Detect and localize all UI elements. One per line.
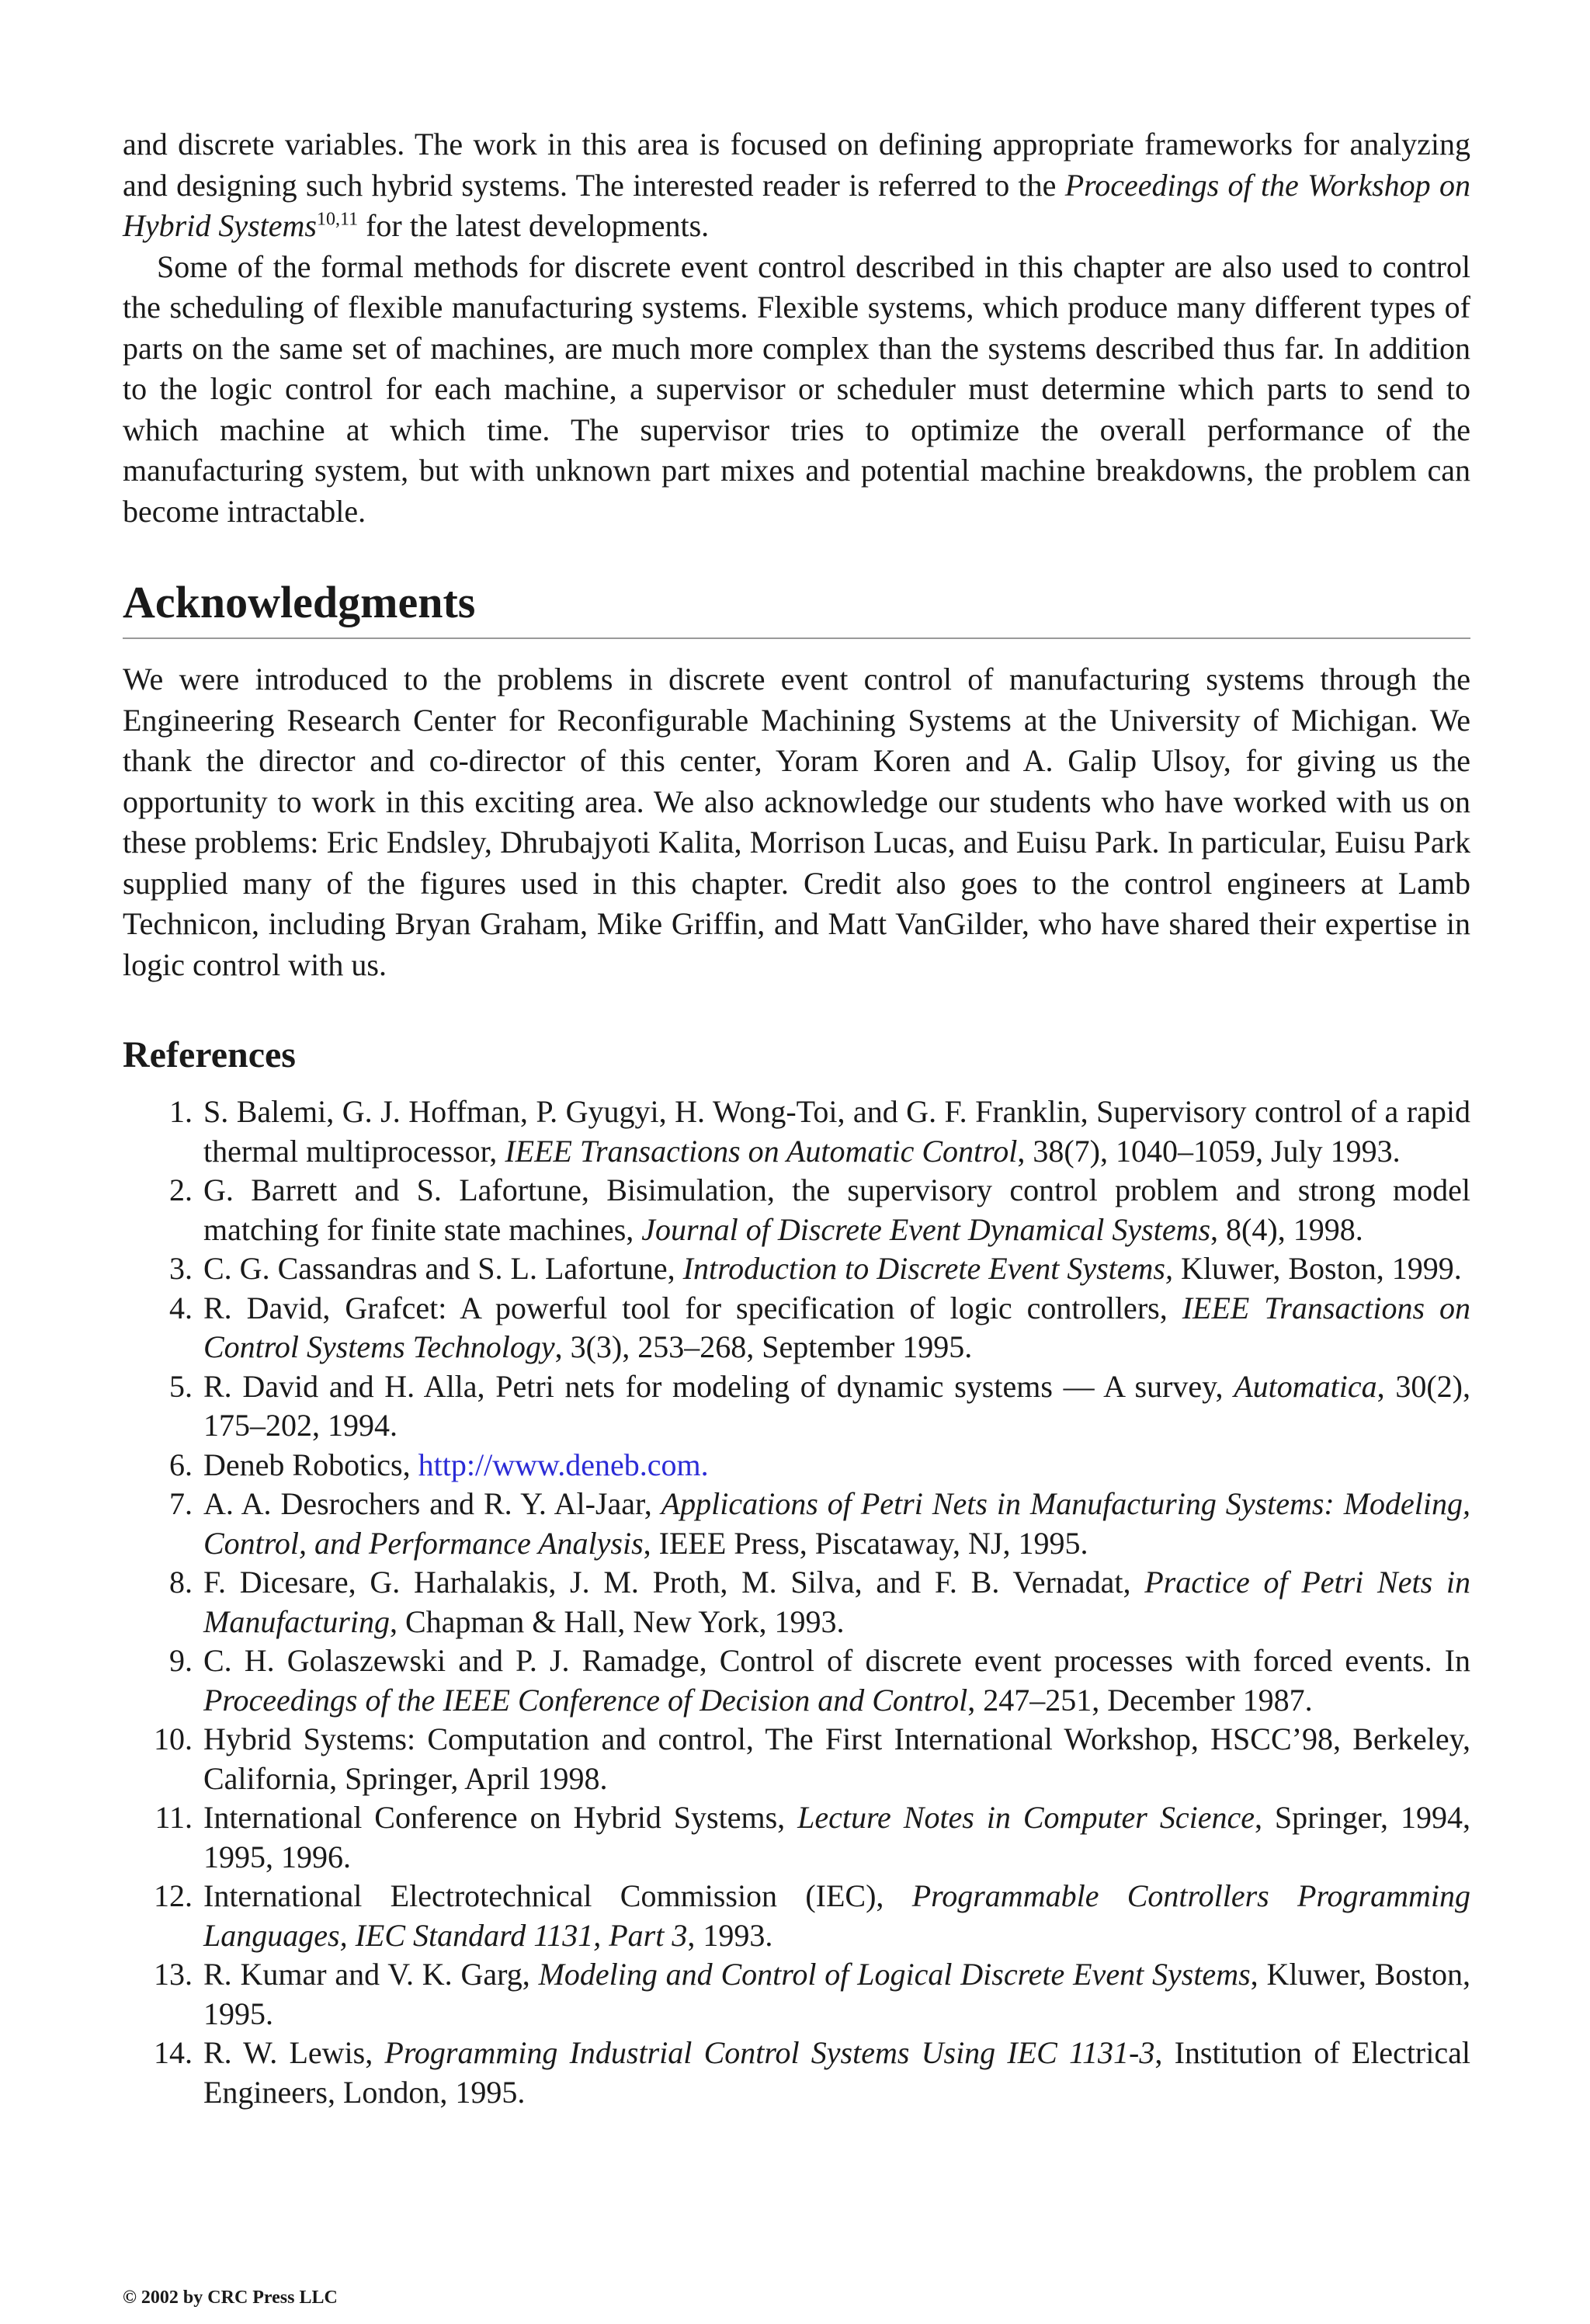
acknowledgments-heading: Acknowledgments xyxy=(123,575,1470,639)
reference-number: 11. xyxy=(154,1800,193,1835)
intro-p1-italic: Proceedings of the Workshop on Hybrid Systems xyxy=(123,167,1470,243)
reference-text: A. A. Desrochers and R. Y. Al-Jaar, xyxy=(203,1486,661,1521)
intro-paragraph-2: Some of the formal methods for discrete event control described in this chapter are also used to control the scheduling of flexible manufacturing systems. Flexible systems, which produce many different types of parts on the same set of machines, are much more complex than the systems described thus far. In addition to the logic control for each machine, a supervisor or scheduler must determine which parts to send to which machine at which time. The supervisor tries to optimize the overall performance of the manufacturing system, but with unknown part mixes and potential machine breakdowns, the problem can become intractable. xyxy=(123,248,1470,529)
reference-text-tail: , Springer, 1994, 1995, 1996. xyxy=(203,1800,1470,1874)
intro-p1-text-b: for the latest developments. xyxy=(358,208,710,243)
reference-number: 9. xyxy=(169,1643,193,1678)
copyright-footer: © 2002 by CRC Press LLC xyxy=(123,2288,338,2308)
reference-text: F. Dicesare, G. Harhalakis, J. M. Proth, M. Silva, and F. B. Vernadat, xyxy=(203,1565,1145,1600)
reference-text-tail: , 247–251, December 1987. xyxy=(967,1682,1313,1718)
reference-title-italic: IEEE Transactions on Automatic Control xyxy=(505,1133,1018,1169)
reference-item xyxy=(123,2034,1470,2112)
reference-text: S. Balemi, G. J. Hoffman, P. Gyugyi, H. Wong-Toi, and G. F. Franklin, Supervisory control of a rapid thermal multiprocessor, xyxy=(203,1094,1470,1169)
reference-text: G. Barrett and S. Lafortune, Bisimulation, the supervisory control problem and strong model matching for finite state machines, xyxy=(203,1172,1470,1247)
reference-url-link[interactable]: http://www.deneb.com. xyxy=(418,1447,709,1482)
reference-text-tail: , 3(3), 253–268, September 1995. xyxy=(554,1329,973,1364)
reference-title-italic: Programming Industrial Control Systems Using IEC 1131-3 xyxy=(384,2035,1155,2070)
reference-text: International Electrotechnical Commission (IEC), xyxy=(203,1878,912,1913)
reference-number: 4. xyxy=(169,1290,193,1325)
reference-item xyxy=(123,1367,1470,1446)
reference-title-italic: Lecture Notes in Computer Science xyxy=(797,1800,1255,1835)
acknowledgments-body: We were introduced to the problems in discrete event control of manufacturing systems through the Engineering Research Center for Reconfigurable Machining Systems at the University of Michigan. We thank the director and co-director of this center, Yoram Koren and A. Galip Ulsoy, for giving us the opportunity to work in this exciting area. We also acknowledge our students who have worked with us on these problems: Eric Endsley, Dhrubajyoti Kalita, Morrison Lucas, and Euisu Park. In particular, Euisu Park supplied many of the figures used in this chapter. Credit also goes to the control engineers at Lamb Technicon, including Bryan Graham, Mike Griffin, and Matt VanGilder, who have shared their expertise in logic control with us. xyxy=(123,662,1470,982)
reference-text: R. W. Lewis, xyxy=(203,2035,385,2070)
reference-item xyxy=(123,1798,1470,1877)
reference-text: Hybrid Systems: Computation and control, The First International Workshop, HSCC’98, Berkeley, California, Springer, April 1998. xyxy=(203,1721,1470,1796)
reference-item xyxy=(123,1249,1470,1289)
reference-item xyxy=(123,1171,1470,1249)
references-heading: References xyxy=(123,1034,296,1075)
intro-paragraph-1 xyxy=(123,124,1470,247)
reference-text-tail: Kluwer, Boston, 1999. xyxy=(1172,1251,1462,1286)
reference-text: Deneb Robotics, xyxy=(203,1447,418,1482)
reference-number: 10. xyxy=(154,1721,193,1756)
reference-text-tail: , 1993. xyxy=(687,1917,773,1953)
citation-superscript: 10,11 xyxy=(316,209,359,230)
reference-text: C. G. Cassandras and S. L. Lafortune, xyxy=(203,1251,683,1286)
reference-number: 3. xyxy=(169,1251,193,1286)
reference-text: R. David, Grafcet: A powerful tool for specification of logic controllers, xyxy=(203,1290,1182,1325)
reference-text-tail: , 8(4), 1998. xyxy=(1210,1211,1363,1247)
reference-text-tail: , Kluwer, Boston, 1995. xyxy=(203,1957,1471,2031)
page-content xyxy=(123,124,1470,2112)
reference-number: 13. xyxy=(154,1957,193,1992)
reference-title-italic: Programmable Controllers Programming Languages, IEC Standard 1131, Part 3 xyxy=(203,1878,1470,1953)
reference-item xyxy=(123,1877,1470,1955)
reference-number: 6. xyxy=(169,1447,193,1482)
reference-title-italic: IEEE Transactions on Control Systems Technology xyxy=(203,1290,1470,1364)
reference-number: 1. xyxy=(169,1094,193,1129)
intro-p1-text-a: and discrete variables. The work in this area is focused on defining appropriate frameworks for analyzing and designing such hybrid systems. The interested reader is referred to the xyxy=(123,127,1470,203)
reference-title-italic: Journal of Discrete Event Dynamical Systems xyxy=(641,1211,1211,1247)
reference-number: 8. xyxy=(169,1565,193,1600)
reference-number: 5. xyxy=(169,1368,193,1404)
reference-item xyxy=(123,1563,1470,1641)
reference-item xyxy=(123,1955,1470,2034)
reference-number: 12. xyxy=(154,1878,193,1913)
reference-number: 7. xyxy=(169,1486,193,1521)
reference-text-tail: , IEEE Press, Piscataway, NJ, 1995. xyxy=(643,1525,1088,1561)
reference-item xyxy=(123,1641,1470,1720)
reference-item xyxy=(123,1446,1470,1485)
reference-title-italic: Applications of Petri Nets in Manufacturing Systems: Modeling, Control, and Performance Analysis xyxy=(203,1486,1470,1561)
reference-text-tail: , Institution of Electrical Engineers, London, 1995. xyxy=(203,2035,1470,2110)
reference-item xyxy=(123,1485,1470,1563)
reference-text-tail: , 30(2), 175–202, 1994. xyxy=(203,1368,1470,1443)
reference-item xyxy=(123,1093,1470,1171)
reference-text: R. Kumar and V. K. Garg, xyxy=(203,1957,539,1992)
reference-text: R. David and H. Alla, Petri nets for modeling of dynamic systems — A survey, xyxy=(203,1368,1234,1404)
reference-title-italic: Practice of Petri Nets in Manufacturing xyxy=(203,1565,1471,1639)
reference-text-tail: , Chapman & Hall, New York, 1993. xyxy=(389,1603,845,1639)
reference-number: 2. xyxy=(169,1172,193,1207)
reference-title-italic: Automatica xyxy=(1234,1368,1377,1404)
reference-title-italic: Introduction to Discrete Event Systems, xyxy=(682,1251,1173,1286)
reference-text-tail: , 38(7), 1040–1059, July 1993. xyxy=(1017,1133,1401,1169)
reference-text: C. H. Golaszewski and P. J. Ramadge, Control of discrete event processes with forced events. In xyxy=(203,1643,1470,1678)
reference-item xyxy=(123,1720,1470,1798)
reference-text: International Conference on Hybrid Systems, xyxy=(203,1800,798,1835)
reference-item xyxy=(123,1289,1470,1367)
reference-title-italic: Proceedings of the IEEE Conference of Decision and Control xyxy=(203,1682,968,1718)
reference-list xyxy=(123,1093,1470,2112)
reference-title-italic: Modeling and Control of Logical Discrete Event Systems xyxy=(538,1957,1251,1992)
reference-number: 14. xyxy=(154,2035,193,2070)
